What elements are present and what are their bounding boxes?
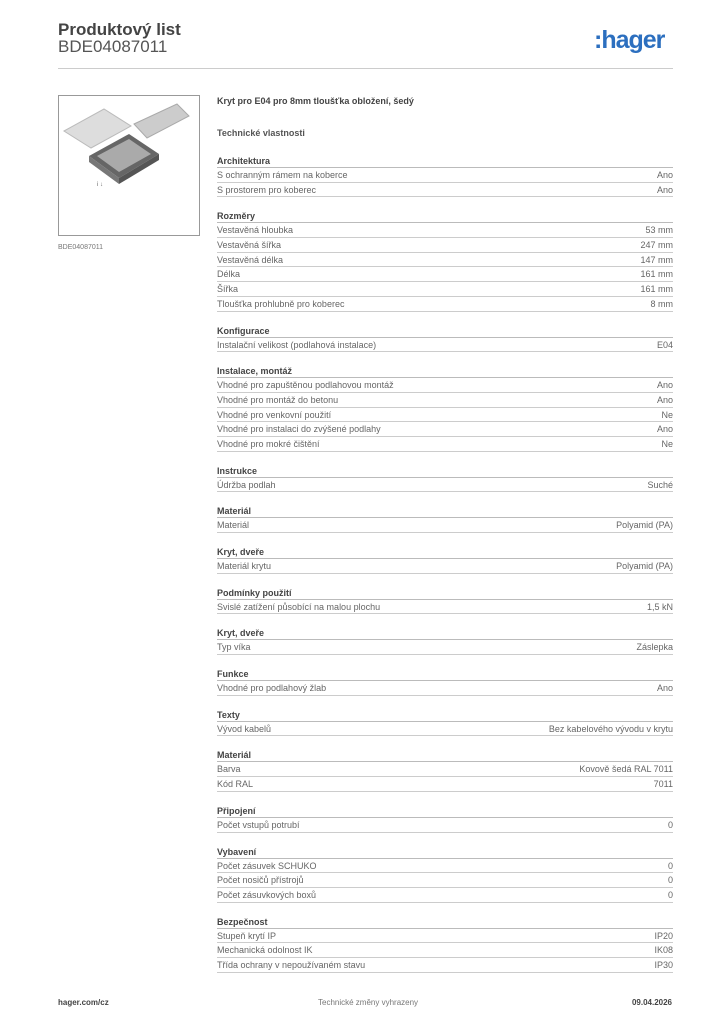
spec-label: Vhodné pro instalaci do zvýšené podlahy xyxy=(217,424,381,435)
svg-text:i ↓: i ↓ xyxy=(97,182,103,188)
spec-label: Kód RAL xyxy=(217,779,254,790)
product-image xyxy=(58,95,200,236)
section-title: Připojení xyxy=(217,804,673,818)
spec-value: 8 mm xyxy=(650,298,673,309)
spec-row xyxy=(217,859,673,874)
spec-row xyxy=(217,559,673,574)
spec-row xyxy=(217,722,673,737)
page-title: Produktový list xyxy=(58,20,181,39)
spec-section xyxy=(217,154,673,197)
spec-value: 147 mm xyxy=(640,254,673,265)
spec-label: Šířka xyxy=(217,284,239,295)
spec-label: Materiál xyxy=(217,520,250,531)
spec-value: IP20 xyxy=(654,930,673,941)
hager-logo: :hager xyxy=(594,26,665,54)
spec-row xyxy=(217,600,673,615)
section-title: Instrukce xyxy=(217,464,673,478)
header-divider xyxy=(58,68,673,69)
spec-section xyxy=(217,667,673,696)
spec-label: Délka xyxy=(217,269,241,280)
spec-label: Počet zásuvek SCHUKO xyxy=(217,860,317,871)
spec-section xyxy=(217,545,673,574)
spec-row xyxy=(217,478,673,493)
footer-note: Technické změny vyhrazeny xyxy=(318,998,419,1007)
spec-label: Údržba podlah xyxy=(217,479,276,490)
spec-value: IP30 xyxy=(654,959,673,970)
spec-value: Bez kabelového vývodu v krytu xyxy=(548,723,673,734)
spec-label: Počet zásuvkových boxů xyxy=(217,889,317,900)
spec-label: Vhodné pro montáž do betonu xyxy=(217,394,339,405)
spec-section xyxy=(217,209,673,311)
spec-row xyxy=(217,393,673,408)
section-title: Funkce xyxy=(217,667,673,681)
product-name: Kryt pro E04 pro 8mm tloušťka obložení, šedý xyxy=(217,96,414,106)
spec-value: Ano xyxy=(656,683,673,694)
spec-section xyxy=(217,845,673,903)
section-title: Podmínky použití xyxy=(217,586,673,600)
section-title: Materiál xyxy=(217,504,673,518)
section-title: Texty xyxy=(217,708,673,722)
spec-section xyxy=(217,915,673,973)
spec-section xyxy=(217,504,673,533)
spec-section xyxy=(217,464,673,493)
spec-value: Ano xyxy=(656,380,673,391)
spec-label: Vhodné pro venkovní použití xyxy=(217,409,332,420)
spec-label: Vhodné pro zapuštěnou podlahovou montáž xyxy=(217,380,394,391)
spec-row xyxy=(217,168,673,183)
spec-row xyxy=(217,888,673,903)
spec-section xyxy=(217,708,673,737)
spec-row xyxy=(217,238,673,253)
spec-row xyxy=(217,873,673,888)
spec-section xyxy=(217,748,673,791)
spec-value: Záslepka xyxy=(636,642,673,653)
spec-value: Suché xyxy=(647,479,673,490)
tech-heading: Technické vlastnosti xyxy=(217,128,305,138)
spec-label: Vhodné pro podlahový žlab xyxy=(217,683,327,694)
spec-row xyxy=(217,183,673,198)
spec-section xyxy=(217,804,673,833)
spec-label: Vestavěná délka xyxy=(217,254,284,265)
spec-row xyxy=(217,338,673,353)
spec-label: S ochranným rámem na koberce xyxy=(217,170,348,180)
spec-value: E04 xyxy=(656,339,673,350)
spec-label: Stupeň krytí IP xyxy=(217,930,277,941)
section-title: Kryt, dveře xyxy=(217,626,673,640)
spec-row xyxy=(217,640,673,655)
spec-row xyxy=(217,518,673,533)
spec-value: 161 mm xyxy=(640,269,673,280)
spec-label: Počet vstupů potrubí xyxy=(217,819,300,830)
spec-value: 0 xyxy=(667,889,673,900)
spec-row xyxy=(217,681,673,696)
spec-section xyxy=(217,626,673,655)
spec-label: Instalační velikost (podlahová instalace) xyxy=(217,339,377,350)
spec-value: 247 mm xyxy=(640,240,673,251)
spec-label: Typ víka xyxy=(217,642,251,653)
spec-section xyxy=(217,324,673,353)
spec-row xyxy=(217,267,673,282)
spec-label: Vhodné pro mokré čištění xyxy=(217,438,320,449)
spec-row xyxy=(217,437,673,452)
spec-value: Ano xyxy=(656,184,673,195)
spec-section xyxy=(217,586,673,615)
spec-value: Ne xyxy=(661,438,673,449)
section-title: Instalace, montáž xyxy=(217,364,673,378)
spec-value: 161 mm xyxy=(640,284,673,295)
spec-row xyxy=(217,777,673,792)
spec-value: Kovově šedá RAL 7011 xyxy=(579,764,673,775)
spec-row xyxy=(217,929,673,944)
section-title: Vybavení xyxy=(217,845,673,859)
section-title: Materiál xyxy=(217,748,673,762)
spec-value: Ano xyxy=(656,170,673,180)
spec-value: 0 xyxy=(667,819,673,830)
spec-row xyxy=(217,943,673,958)
spec-label: Tloušťka prohlubně pro koberec xyxy=(217,298,345,309)
spec-row xyxy=(217,297,673,312)
spec-label: Vývod kabelů xyxy=(217,723,272,734)
spec-row xyxy=(217,762,673,777)
spec-label: Mechanická odolnost IK xyxy=(217,945,313,956)
product-code: BDE04087011 xyxy=(58,37,168,56)
section-title: Bezpečnost xyxy=(217,915,673,929)
spec-label: S prostorem pro koberec xyxy=(217,184,317,195)
spec-value: Polyamid (PA) xyxy=(616,561,673,571)
spec-row xyxy=(217,378,673,393)
spec-value: Ano xyxy=(656,394,673,405)
spec-content xyxy=(217,96,673,973)
spec-row xyxy=(217,282,673,297)
spec-label: Barva xyxy=(217,764,241,775)
spec-value: Ano xyxy=(656,424,673,435)
footer-website[interactable]: hager.com/cz xyxy=(58,998,109,1007)
spec-label: Materiál krytu xyxy=(217,561,272,571)
spec-row xyxy=(217,422,673,437)
spec-sections xyxy=(217,154,673,973)
spec-value: Ne xyxy=(661,409,673,420)
spec-row xyxy=(217,958,673,973)
section-title: Konfigurace xyxy=(217,324,673,338)
spec-row xyxy=(217,253,673,268)
spec-label: Vestavěná šířka xyxy=(217,240,282,251)
spec-label: Počet nosičů přístrojů xyxy=(217,875,304,886)
footer-date: 09.04.2026 xyxy=(631,998,672,1007)
section-title: Kryt, dveře xyxy=(217,545,673,559)
spec-section xyxy=(217,364,673,451)
section-title: Rozměry xyxy=(217,209,673,223)
spec-row xyxy=(217,223,673,238)
spec-value: Polyamid (PA) xyxy=(616,520,673,531)
image-caption: BDE04087011 xyxy=(58,244,104,251)
spec-value: 53 mm xyxy=(645,225,673,236)
spec-value: IK08 xyxy=(654,945,673,956)
section-title: Architektura xyxy=(217,154,673,168)
spec-label: Třída ochrany v nepoužívaném stavu xyxy=(217,959,366,970)
spec-row xyxy=(217,408,673,423)
spec-value: 0 xyxy=(667,875,673,886)
spec-value: 7011 xyxy=(653,779,673,790)
spec-value: 0 xyxy=(667,860,673,871)
spec-label: Svislé zatížení působící na malou plochu xyxy=(217,601,381,612)
spec-label: Vestavěná hloubka xyxy=(217,225,294,236)
spec-row xyxy=(217,818,673,833)
spec-value: 1,5 kN xyxy=(646,601,673,612)
